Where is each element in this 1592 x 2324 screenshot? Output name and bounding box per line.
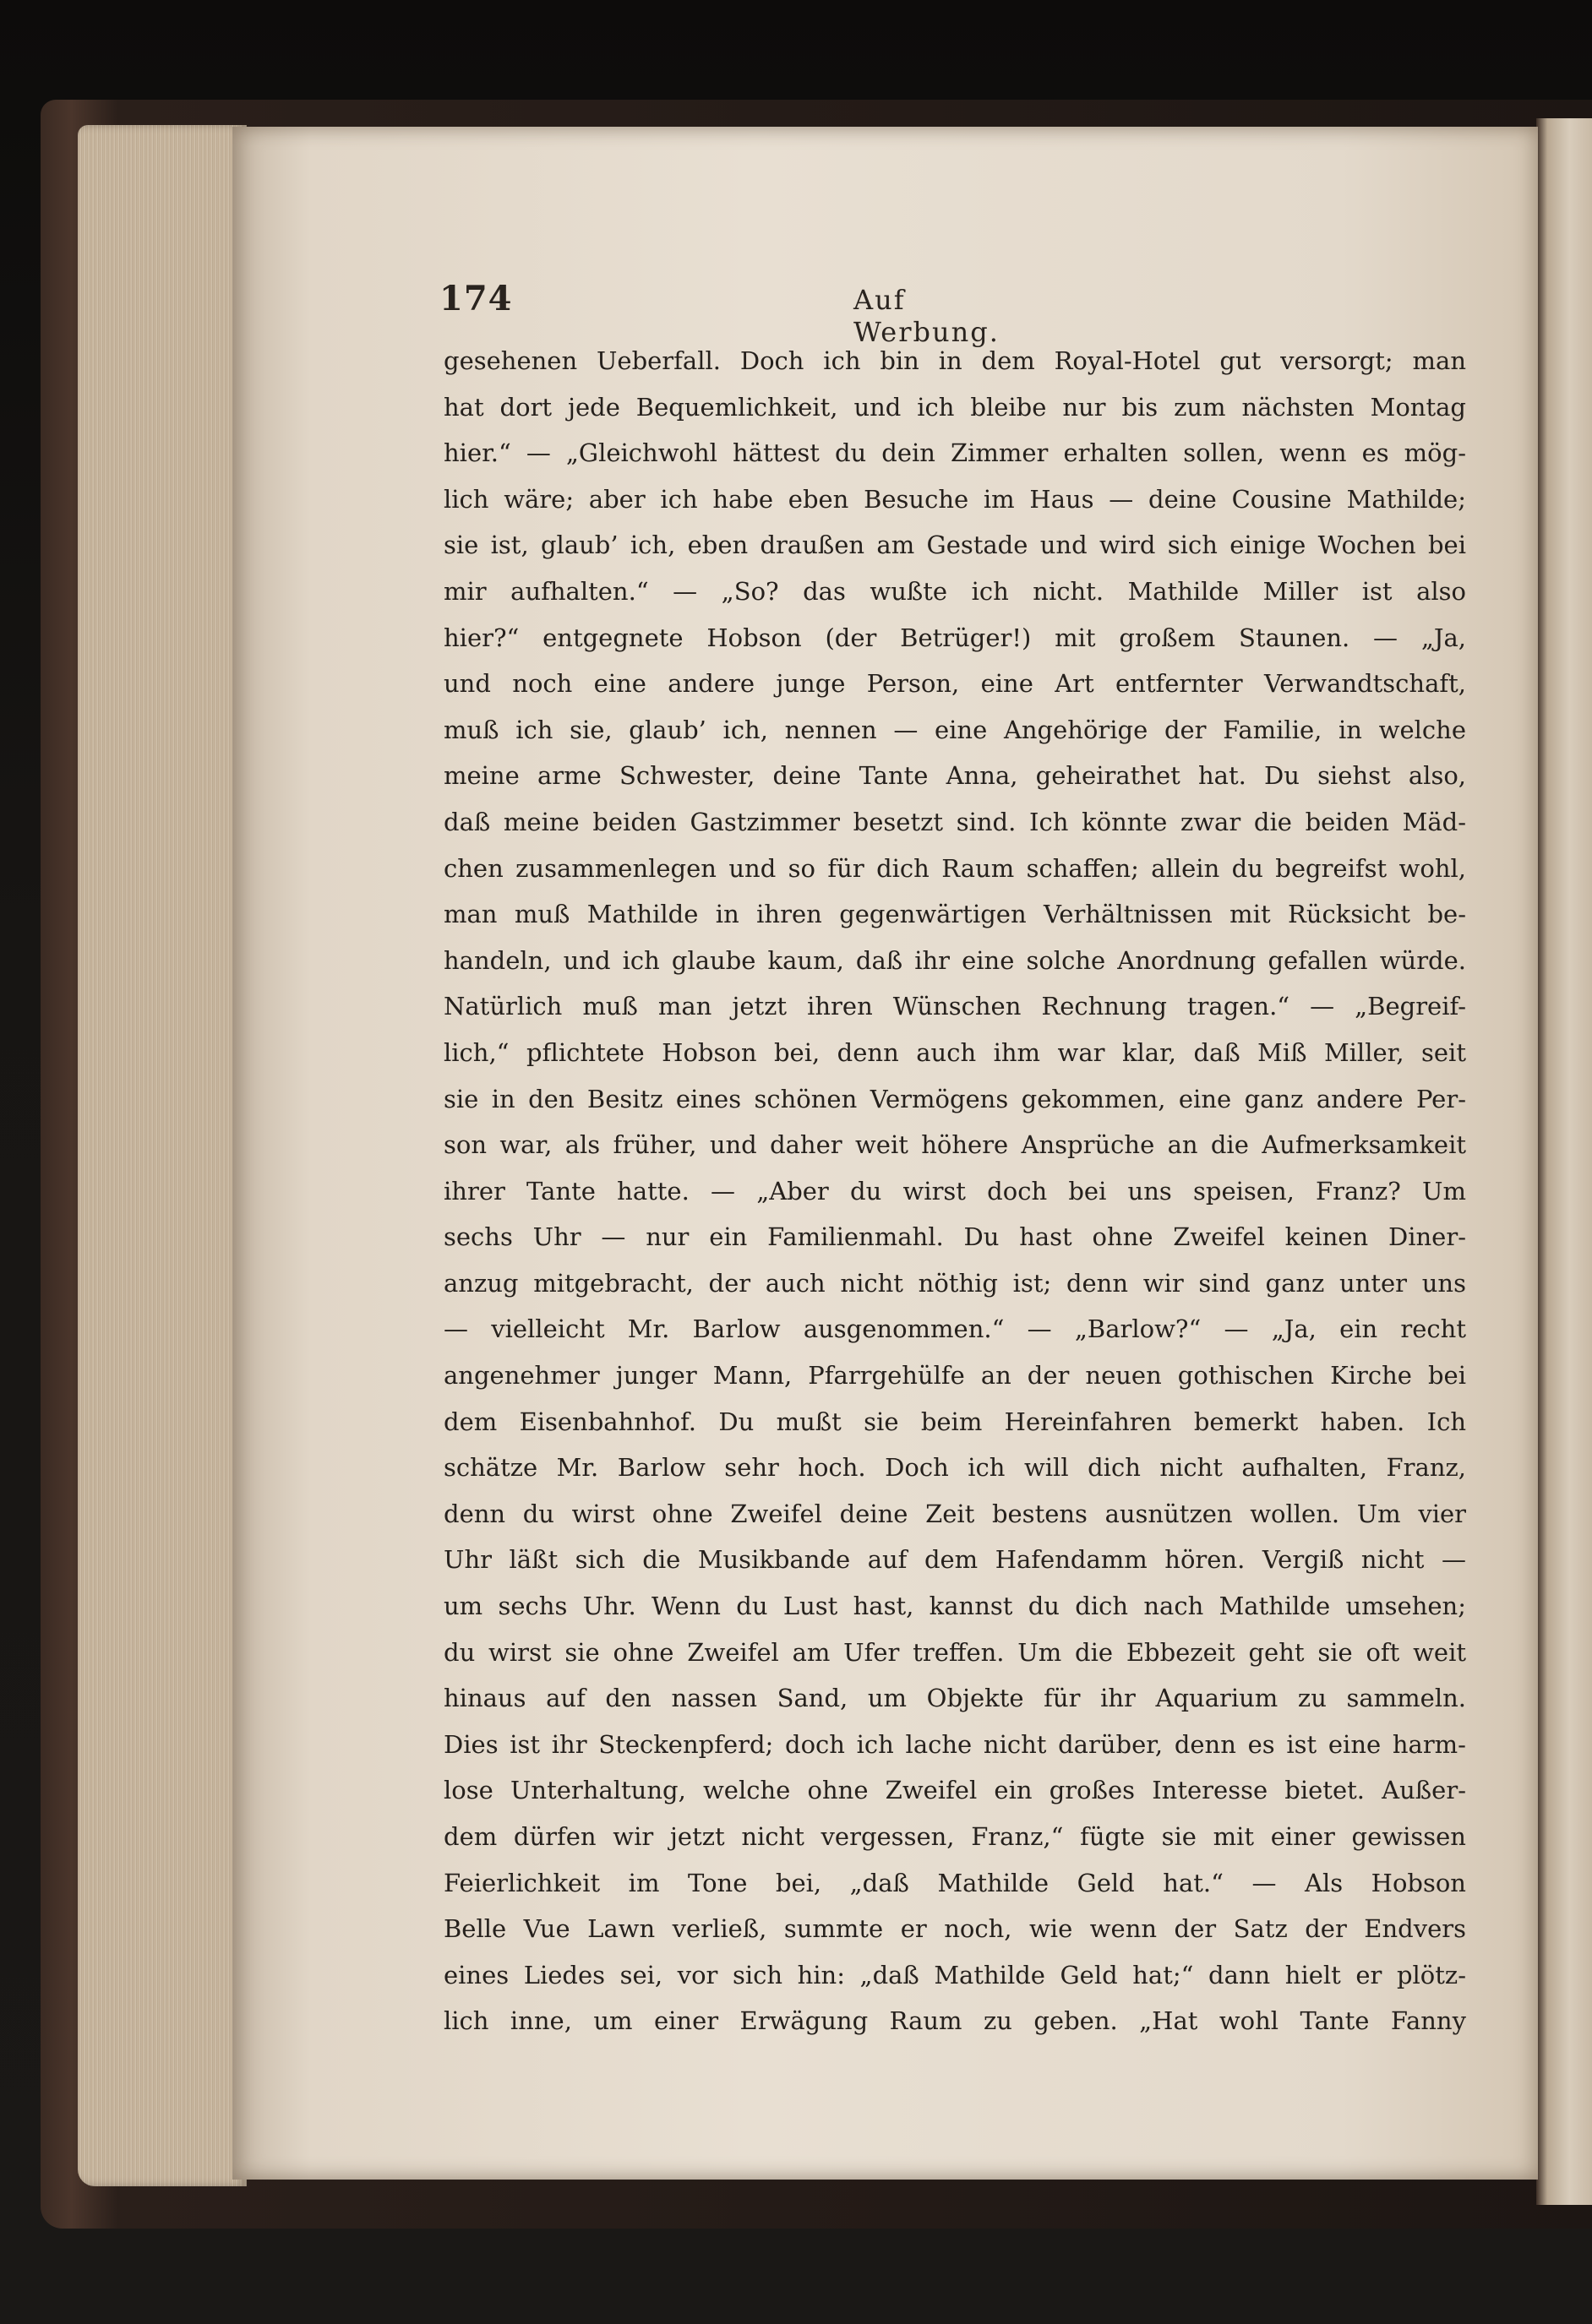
text-line: lose Unterhaltung, welche ohne Zweifel ein großes Interesse bietet. Außer- xyxy=(444,1776,1466,1805)
text-line: anzug mitgebracht, der auch nicht nöthig ist; denn wir sind ganz unter uns xyxy=(444,1268,1466,1298)
text-line: Natürlich muß man jetzt ihren Wünschen Rechnung tragen.“ — „Begreif- xyxy=(444,992,1466,1021)
running-head: Auf Werbung. xyxy=(853,284,1000,348)
text-line: Uhr läßt sich die Musikbande auf dem Hafendamm hören. Vergiß nicht — xyxy=(444,1545,1466,1575)
text-line: muß ich sie, glaub’ ich, nennen — eine Angehörige der Familie, in welche xyxy=(444,715,1466,744)
text-line: Feierlichkeit im Tone bei, „daß Mathilde Geld hat.“ — Als Hobson xyxy=(444,1868,1466,1897)
text-line: man muß Mathilde in ihren gegenwärtigen Verhältnissen mit Rücksicht be- xyxy=(444,900,1466,929)
text-line: Dies ist ihr Steckenpferd; doch ich lache nicht darüber, denn es ist eine harm- xyxy=(444,1729,1466,1759)
page-header xyxy=(439,279,1031,348)
text-line: lich,“ pflichtete Hobson bei, denn auch ihm war klar, daß Miß Miller, seit xyxy=(444,1037,1466,1067)
text-line: eines Liedes sei, vor sich hin: „daß Mathilde Geld hat;“ dann hielt er plötz- xyxy=(444,1960,1466,1989)
text-line: — vielleicht Mr. Barlow ausgenommen.“ — „Barlow?“ — „Ja, ein recht xyxy=(444,1314,1466,1344)
text-line: hat dort jede Bequemlichkeit, und ich bleibe nur bis zum nächsten Montag xyxy=(444,392,1466,422)
text-line: hier.“ — „Gleichwohl hättest du dein Zimmer erhalten sollen, wenn es mög- xyxy=(444,438,1466,468)
page-number: 174 xyxy=(439,279,513,318)
text-line: lich wäre; aber ich habe eben Besuche im Haus — deine Cousine Mathilde; xyxy=(444,484,1466,514)
text-line: denn du wirst ohne Zweifel deine Zeit bestens ausnützen wollen. Um vier xyxy=(444,1499,1466,1528)
text-line: sie ist, glaub’ ich, eben draußen am Gestade und wird sich einige Wochen bei xyxy=(444,531,1466,560)
text-line: sechs Uhr — nur ein Familienmahl. Du hast ohne Zweifel keinen Diner- xyxy=(444,1222,1466,1252)
text-line: meine arme Schwester, deine Tante Anna, geheirathet hat. Du siehst also, xyxy=(444,761,1466,791)
text-line: hinaus auf den nassen Sand, um Objekte für ihr Aquarium zu sammeln. xyxy=(444,1684,1466,1713)
text-line: mir aufhalten.“ — „So? das wußte ich nicht. Mathilde Miller ist also xyxy=(444,576,1466,606)
text-line: ihrer Tante hatte. — „Aber du wirst doch bei uns speisen, Franz? Um xyxy=(444,1176,1466,1206)
text-line: gesehenen Ueberfall. Doch ich bin in dem Royal-Hotel gut versorgt; man xyxy=(444,346,1466,375)
text-line: son war, als früher, und daher weit höhere Ansprüche an die Aufmerksamkeit xyxy=(444,1130,1466,1160)
text-line: handeln, und ich glaube kaum, daß ihr eine solche Anordnung gefallen würde. xyxy=(444,945,1466,975)
page-edges xyxy=(78,125,247,2186)
text-line: angenehmer junger Mann, Pfarrgehülfe an der neuen gothischen Kirche bei xyxy=(444,1361,1466,1391)
text-line: daß meine beiden Gastzimmer besetzt sind. Ich könnte zwar die beiden Mäd- xyxy=(444,807,1466,836)
text-line: um sechs Uhr. Wenn du Lust hast, kannst du dich nach Mathilde umsehen; xyxy=(444,1592,1466,1621)
text-line: hier?“ entgegnete Hobson (der Betrüger!) mit großem Staunen. — „Ja, xyxy=(444,623,1466,652)
text-line: und noch eine andere junge Person, eine Art entfernter Verwandtschaft, xyxy=(444,669,1466,699)
text-line: dem dürfen wir jetzt nicht vergessen, Franz,“ fügte sie mit einer gewissen xyxy=(444,1822,1466,1851)
text-line: sie in den Besitz eines schönen Vermögens gekommen, eine ganz andere Per- xyxy=(444,1084,1466,1113)
text-line: lich inne, um einer Erwägung Raum zu geben. „Hat wohl Tante Fanny xyxy=(444,2006,1466,2036)
body-text xyxy=(444,338,1466,2044)
text-line: chen zusammenlegen und so für dich Raum schaffen; allein du begreifst wohl, xyxy=(444,853,1466,883)
text-line: du wirst sie ohne Zweifel am Ufer treffen. Um die Ebbezeit geht sie oft weit xyxy=(444,1637,1466,1667)
text-line: Belle Vue Lawn verließ, summte er noch, wie wenn der Satz der Endvers xyxy=(444,1914,1466,1944)
text-line: dem Eisenbahnhof. Du mußt sie beim Hereinfahren bemerkt haben. Ich xyxy=(444,1407,1466,1436)
text-line: schätze Mr. Barlow sehr hoch. Doch ich will dich nicht aufhalten, Franz, xyxy=(444,1453,1466,1483)
facing-page-edge xyxy=(1536,118,1592,2205)
